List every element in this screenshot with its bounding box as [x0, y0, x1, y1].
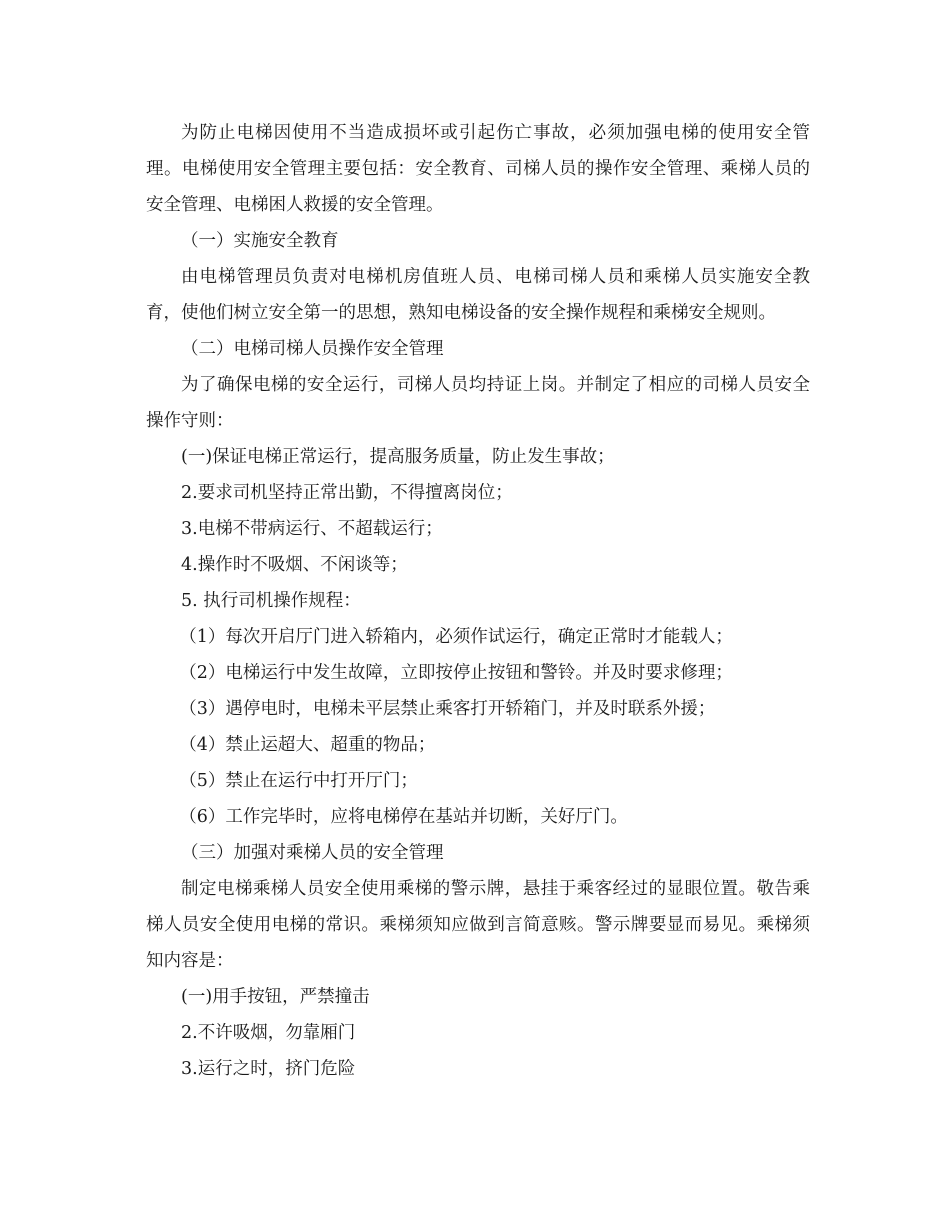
procedure-item-4: （4）禁止运超大、超重的物品；	[179, 735, 436, 755]
section-2-paragraph: 为了确保电梯的安全运行，司梯人员均持证上岗。并制定了相应的司梯人员安全操作守则：	[146, 375, 810, 431]
procedure-item-1: （1）每次开启厅门进入轿箱内，必须作试运行，确定正常时才能载人；	[179, 627, 733, 647]
rule-item-4: 4.操作时不吸烟、不闲谈等；	[181, 555, 408, 575]
procedure-item-3: （3）遇停电时，电梯未平层禁止乘客打开轿箱门，并及时联系外援；	[179, 699, 716, 719]
section-heading-2: （二）电梯司梯人员操作安全管理	[181, 339, 444, 359]
section-heading-3: （三）加强对乘梯人员的安全管理	[181, 843, 444, 863]
rule-item-5: 5. 执行司机操作规程：	[181, 591, 361, 611]
notice-item-1: (一)用手按钮，严禁撞击	[181, 987, 370, 1007]
section-3-paragraph: 制定电梯乘梯人员安全使用乘梯的警示牌，悬挂于乘客经过的显眼位置。敬告乘梯人员安全使用电梯的常识。乘梯须知应做到言简意赅。警示牌要显而易见。乘梯须知内容是：	[146, 879, 810, 971]
rule-item-1: (一)保证电梯正常运行，提高服务质量，防止发生事故；	[181, 447, 615, 467]
procedure-item-2: （2）电梯运行中发生故障，立即按停止按钮和警铃。并及时要求修理；	[179, 663, 733, 683]
notice-item-3: 3.运行之时，挤门危险	[181, 1059, 356, 1079]
rule-item-3: 3.电梯不带病运行、不超载运行；	[181, 519, 443, 539]
notice-item-2: 2.不许吸烟，勿靠厢门	[181, 1023, 356, 1043]
procedure-item-5: （5）禁止在运行中打开厅门；	[179, 771, 418, 791]
rule-item-2: 2.要求司机坚持正常出勤，不得擅离岗位；	[181, 483, 513, 503]
document-page	[146, 115, 810, 1087]
intro-paragraph: 为防止电梯因使用不当造成损坏或引起伤亡事故，必须加强电梯的使用安全管理。电梯使用安全管理主要包括：安全教育、司梯人员的操作安全管理、乘梯人员的安全管理、电梯困人救援的安全管理。	[146, 123, 810, 215]
procedure-item-6: （6）工作完毕时，应将电梯停在基站并切断，关好厅门。	[179, 807, 628, 827]
section-heading-1: （一）实施安全教育	[181, 231, 339, 251]
section-1-paragraph: 由电梯管理员负责对电梯机房值班人员、电梯司梯人员和乘梯人员实施安全教育，使他们树立安全第一的思想，熟知电梯设备的安全操作规程和乘梯安全规则。	[146, 267, 810, 323]
